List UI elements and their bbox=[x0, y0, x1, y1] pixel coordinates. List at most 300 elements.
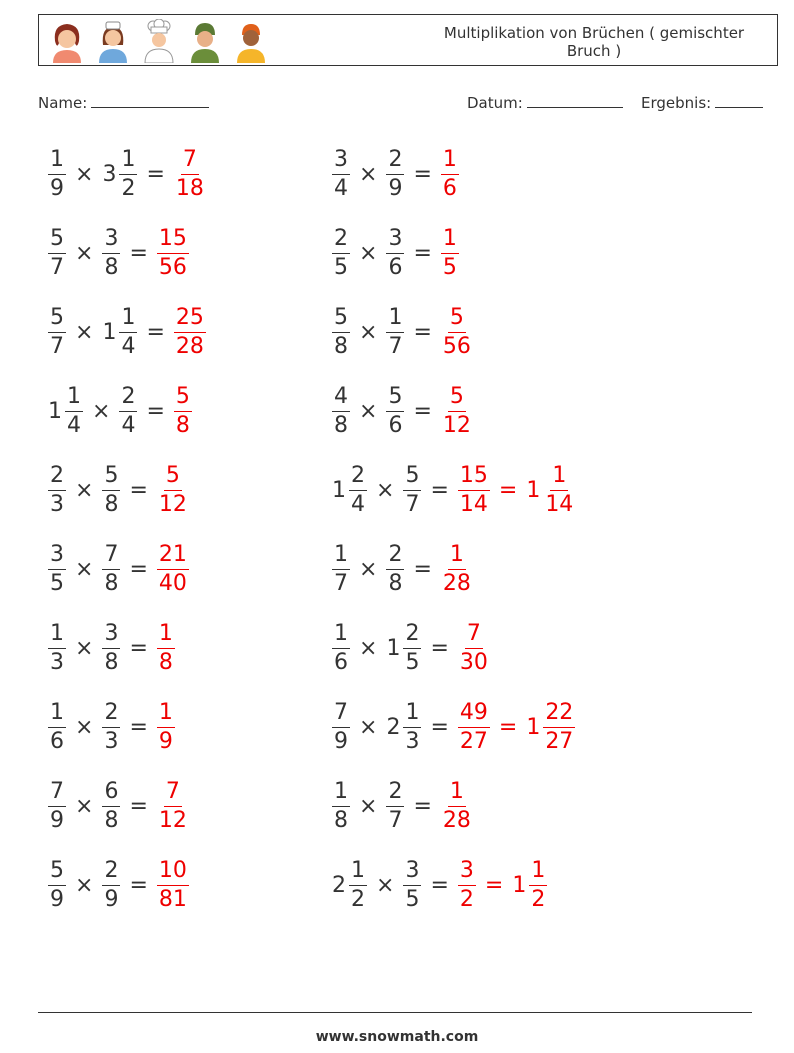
fraction bbox=[157, 857, 189, 912]
times-sign: × bbox=[75, 714, 94, 740]
denominator: 8 bbox=[104, 570, 119, 596]
denominator: 7 bbox=[50, 254, 64, 280]
fraction bbox=[441, 225, 459, 280]
fraction bbox=[386, 778, 404, 833]
second-factor bbox=[100, 857, 122, 912]
answer bbox=[155, 462, 191, 517]
fraction bbox=[48, 699, 66, 754]
problem-20 bbox=[330, 855, 549, 915]
answer-fraction bbox=[155, 225, 191, 280]
times-sign: × bbox=[376, 872, 395, 898]
denominator: 5 bbox=[442, 254, 457, 280]
numerator: 2 bbox=[403, 623, 421, 649]
denominator: 7 bbox=[50, 333, 64, 359]
numerator: 49 bbox=[458, 702, 490, 728]
fraction bbox=[174, 383, 192, 438]
numerator: 3 bbox=[102, 623, 120, 649]
times-sign: × bbox=[359, 161, 378, 187]
denominator: 6 bbox=[442, 175, 457, 201]
numerator: 10 bbox=[157, 860, 189, 886]
numerator: 1 bbox=[332, 544, 350, 570]
second-factor bbox=[401, 857, 423, 912]
fraction bbox=[48, 778, 66, 833]
times-sign: × bbox=[359, 793, 378, 819]
numerator: 5 bbox=[102, 465, 120, 491]
denominator: 8 bbox=[104, 254, 119, 280]
numerator: 2 bbox=[349, 465, 367, 491]
date-blank[interactable] bbox=[527, 93, 623, 108]
numerator: 7 bbox=[102, 544, 120, 570]
answer-fraction bbox=[155, 778, 191, 833]
footer-url: www.snowmath.com bbox=[315, 1029, 479, 1045]
fraction bbox=[458, 620, 490, 675]
equals-sign: = bbox=[498, 477, 518, 503]
numerator: 2 bbox=[386, 544, 404, 570]
denominator: 8 bbox=[104, 807, 119, 833]
numerator: 1 bbox=[119, 307, 137, 333]
equals-sign: = bbox=[430, 477, 449, 503]
answer bbox=[456, 462, 577, 517]
fraction bbox=[157, 620, 175, 675]
denominator: 3 bbox=[50, 649, 64, 675]
first-factor bbox=[330, 857, 369, 912]
numerator: 5 bbox=[48, 860, 66, 886]
times-sign: × bbox=[75, 319, 94, 345]
fraction bbox=[174, 304, 206, 359]
fraction bbox=[119, 304, 137, 359]
fraction bbox=[386, 146, 404, 201]
times-sign: × bbox=[75, 635, 94, 661]
equals-sign: = bbox=[146, 398, 165, 424]
fraction bbox=[102, 462, 120, 517]
problem-1 bbox=[46, 144, 208, 204]
denominator: 30 bbox=[459, 649, 488, 675]
answer bbox=[172, 304, 208, 359]
times-sign: × bbox=[359, 556, 378, 582]
fraction bbox=[529, 857, 547, 912]
second-factor bbox=[100, 778, 122, 833]
times-sign: × bbox=[75, 240, 94, 266]
answer-mixed-number bbox=[510, 857, 549, 912]
answer bbox=[172, 146, 208, 201]
equals-sign: = bbox=[129, 872, 148, 898]
fraction bbox=[157, 778, 189, 833]
numerator: 3 bbox=[102, 228, 120, 254]
denominator: 7 bbox=[388, 333, 403, 359]
numerator: 2 bbox=[386, 149, 404, 175]
numerator: 1 bbox=[386, 307, 404, 333]
problem-14 bbox=[330, 618, 492, 678]
first-factor bbox=[46, 225, 68, 280]
denominator: 9 bbox=[50, 175, 64, 201]
equals-sign: = bbox=[430, 872, 449, 898]
equals-sign: = bbox=[413, 398, 432, 424]
times-sign: × bbox=[359, 240, 378, 266]
denominator: 7 bbox=[334, 570, 348, 596]
date-label: Datum: bbox=[467, 94, 523, 112]
denominator: 7 bbox=[388, 807, 403, 833]
numerator: 2 bbox=[102, 860, 120, 886]
times-sign: × bbox=[376, 477, 395, 503]
denominator: 28 bbox=[175, 333, 204, 359]
whole-number: 1 bbox=[526, 477, 541, 503]
answer bbox=[439, 541, 475, 596]
denominator: 2 bbox=[459, 886, 474, 912]
man-icon bbox=[231, 19, 271, 63]
denominator: 12 bbox=[158, 807, 187, 833]
numerator: 3 bbox=[48, 544, 66, 570]
fraction bbox=[332, 225, 350, 280]
numerator: 1 bbox=[48, 702, 66, 728]
fraction bbox=[48, 620, 66, 675]
first-factor bbox=[46, 541, 68, 596]
date-field[interactable] bbox=[467, 93, 623, 112]
answer bbox=[155, 541, 191, 596]
denominator: 4 bbox=[121, 412, 136, 438]
equals-sign: = bbox=[413, 556, 432, 582]
denominator: 9 bbox=[50, 886, 64, 912]
worksheet-header bbox=[38, 14, 778, 66]
numerator: 2 bbox=[386, 781, 404, 807]
equals-sign: = bbox=[430, 635, 449, 661]
equals-sign: = bbox=[146, 161, 165, 187]
answer-fraction bbox=[155, 541, 191, 596]
numerator: 1 bbox=[529, 860, 547, 886]
first-factor bbox=[330, 462, 369, 517]
whole-number: 1 bbox=[102, 319, 117, 345]
equals-sign: = bbox=[129, 635, 148, 661]
woman-icon bbox=[47, 19, 87, 63]
equals-sign: = bbox=[129, 556, 148, 582]
denominator: 9 bbox=[334, 728, 348, 754]
second-factor bbox=[384, 699, 423, 754]
answer bbox=[155, 225, 191, 280]
numerator: 3 bbox=[386, 228, 404, 254]
numerator: 7 bbox=[48, 781, 66, 807]
second-factor bbox=[384, 146, 406, 201]
numerator: 1 bbox=[332, 781, 350, 807]
second-factor bbox=[100, 146, 139, 201]
problem-15 bbox=[46, 697, 177, 757]
denominator: 6 bbox=[334, 649, 348, 675]
times-sign: × bbox=[75, 477, 94, 503]
fraction bbox=[332, 146, 350, 201]
fraction bbox=[386, 383, 404, 438]
first-factor bbox=[46, 462, 68, 517]
numerator: 3 bbox=[332, 149, 350, 175]
first-factor bbox=[46, 778, 68, 833]
fraction bbox=[157, 699, 175, 754]
numerator: 5 bbox=[448, 307, 466, 333]
footer-divider bbox=[38, 1012, 752, 1013]
denominator: 18 bbox=[175, 175, 204, 201]
numerator: 1 bbox=[332, 623, 350, 649]
numerator: 5 bbox=[48, 228, 66, 254]
numerator: 5 bbox=[332, 307, 350, 333]
numerator: 2 bbox=[119, 386, 137, 412]
numerator: 1 bbox=[48, 623, 66, 649]
name-field[interactable] bbox=[38, 93, 209, 112]
equals-sign: = bbox=[413, 240, 432, 266]
answer bbox=[172, 383, 194, 438]
answer-fraction bbox=[172, 146, 208, 201]
fraction bbox=[102, 620, 120, 675]
numerator: 1 bbox=[65, 386, 83, 412]
fraction bbox=[332, 778, 350, 833]
whole-number: 1 bbox=[332, 477, 346, 503]
answer-fraction bbox=[155, 462, 191, 517]
answer bbox=[439, 383, 475, 438]
second-factor bbox=[100, 225, 122, 280]
result-blank[interactable] bbox=[715, 93, 763, 108]
numerator: 3 bbox=[403, 860, 421, 886]
first-factor bbox=[46, 146, 68, 201]
fraction bbox=[48, 304, 66, 359]
denominator: 12 bbox=[158, 491, 187, 517]
answer bbox=[456, 857, 549, 912]
equals-sign: = bbox=[413, 319, 432, 345]
fraction bbox=[102, 225, 120, 280]
denominator: 27 bbox=[545, 728, 574, 754]
equals-sign: = bbox=[498, 714, 518, 740]
equals-sign: = bbox=[129, 793, 148, 819]
answer-fraction bbox=[155, 620, 177, 675]
problem-3 bbox=[46, 223, 191, 283]
times-sign: × bbox=[359, 635, 378, 661]
first-factor bbox=[46, 304, 68, 359]
second-factor bbox=[100, 620, 122, 675]
numerator: 15 bbox=[157, 228, 189, 254]
numerator: 1 bbox=[119, 149, 137, 175]
second-factor bbox=[384, 383, 406, 438]
numerator: 1 bbox=[157, 702, 175, 728]
fraction bbox=[332, 383, 350, 438]
first-factor bbox=[46, 383, 85, 438]
second-factor bbox=[117, 383, 139, 438]
whole-number: 1 bbox=[526, 714, 541, 740]
denominator: 81 bbox=[158, 886, 187, 912]
times-sign: × bbox=[359, 714, 378, 740]
answer-fraction bbox=[172, 304, 208, 359]
answer-fraction bbox=[456, 462, 492, 517]
numerator: 3 bbox=[458, 860, 476, 886]
answer bbox=[155, 778, 191, 833]
problem-10 bbox=[330, 460, 577, 520]
fraction bbox=[332, 620, 350, 675]
fraction bbox=[386, 541, 404, 596]
second-factor bbox=[100, 699, 122, 754]
fraction bbox=[441, 778, 473, 833]
fraction bbox=[174, 146, 206, 201]
answer-fraction bbox=[456, 857, 478, 912]
chef-icon bbox=[139, 19, 179, 63]
result-field[interactable] bbox=[641, 93, 763, 112]
denominator: 28 bbox=[442, 570, 471, 596]
times-sign: × bbox=[75, 872, 94, 898]
second-factor bbox=[100, 541, 122, 596]
denominator: 3 bbox=[104, 728, 119, 754]
numerator: 4 bbox=[332, 386, 350, 412]
problem-11 bbox=[46, 539, 191, 599]
fraction bbox=[403, 699, 421, 754]
times-sign: × bbox=[92, 398, 111, 424]
numerator: 2 bbox=[48, 465, 66, 491]
times-sign: × bbox=[75, 793, 94, 819]
whole-number: 1 bbox=[512, 872, 527, 898]
fraction bbox=[48, 225, 66, 280]
denominator: 40 bbox=[158, 570, 187, 596]
answer bbox=[439, 225, 461, 280]
second-factor bbox=[384, 541, 406, 596]
problem-18 bbox=[330, 776, 475, 836]
numerator: 15 bbox=[458, 465, 490, 491]
denominator: 27 bbox=[459, 728, 488, 754]
denominator: 3 bbox=[405, 728, 420, 754]
fraction bbox=[102, 778, 120, 833]
first-factor bbox=[330, 541, 352, 596]
equals-sign: = bbox=[430, 714, 449, 740]
answer-mixed-number bbox=[524, 699, 577, 754]
numerator: 5 bbox=[448, 386, 466, 412]
fraction bbox=[48, 146, 66, 201]
fraction bbox=[543, 699, 575, 754]
denominator: 12 bbox=[442, 412, 471, 438]
answer-fraction bbox=[439, 146, 461, 201]
first-factor bbox=[330, 383, 352, 438]
numerator: 5 bbox=[386, 386, 404, 412]
answer-mixed-number bbox=[524, 462, 577, 517]
denominator: 4 bbox=[121, 333, 136, 359]
soldier-icon bbox=[185, 19, 225, 63]
first-factor bbox=[46, 857, 68, 912]
fraction bbox=[403, 620, 421, 675]
denominator: 14 bbox=[545, 491, 574, 517]
fraction bbox=[119, 146, 137, 201]
times-sign: × bbox=[75, 161, 94, 187]
fraction bbox=[441, 146, 459, 201]
numerator: 1 bbox=[157, 623, 175, 649]
equals-sign: = bbox=[413, 793, 432, 819]
fraction bbox=[349, 462, 367, 517]
answer bbox=[155, 620, 177, 675]
denominator: 8 bbox=[104, 649, 119, 675]
fraction bbox=[441, 304, 473, 359]
numerator: 1 bbox=[403, 702, 421, 728]
fraction bbox=[48, 857, 66, 912]
answer bbox=[439, 778, 475, 833]
first-factor bbox=[330, 620, 352, 675]
problem-4 bbox=[330, 223, 461, 283]
fraction bbox=[102, 699, 120, 754]
numerator: 7 bbox=[465, 623, 483, 649]
denominator: 6 bbox=[388, 254, 403, 280]
numerator: 22 bbox=[543, 702, 575, 728]
numerator: 1 bbox=[448, 781, 466, 807]
answer bbox=[155, 699, 177, 754]
fraction bbox=[441, 541, 473, 596]
answer-fraction bbox=[439, 541, 475, 596]
fraction bbox=[441, 383, 473, 438]
numerator: 1 bbox=[441, 149, 459, 175]
fraction bbox=[386, 304, 404, 359]
denominator: 9 bbox=[50, 807, 64, 833]
answer-fraction bbox=[439, 383, 475, 438]
second-factor bbox=[384, 778, 406, 833]
fraction bbox=[458, 857, 476, 912]
denominator: 56 bbox=[158, 254, 187, 280]
first-factor bbox=[330, 699, 352, 754]
fraction bbox=[403, 462, 421, 517]
denominator: 8 bbox=[175, 412, 190, 438]
numerator: 1 bbox=[349, 860, 367, 886]
numerator: 5 bbox=[403, 465, 421, 491]
whole-number: 2 bbox=[332, 872, 346, 898]
denominator: 2 bbox=[531, 886, 546, 912]
problem-16 bbox=[330, 697, 577, 757]
whole-number: 3 bbox=[102, 161, 117, 187]
denominator: 4 bbox=[351, 491, 365, 517]
second-factor bbox=[384, 304, 406, 359]
denominator: 5 bbox=[50, 570, 64, 596]
equals-sign: = bbox=[484, 872, 504, 898]
numerator: 1 bbox=[441, 228, 459, 254]
denominator: 8 bbox=[158, 649, 173, 675]
denominator: 14 bbox=[459, 491, 488, 517]
answer bbox=[439, 304, 475, 359]
fraction bbox=[403, 857, 421, 912]
numerator: 1 bbox=[448, 544, 466, 570]
fraction bbox=[349, 857, 367, 912]
name-blank[interactable] bbox=[91, 93, 209, 108]
answer bbox=[439, 146, 461, 201]
numerator: 5 bbox=[164, 465, 182, 491]
answer-fraction bbox=[456, 699, 492, 754]
times-sign: × bbox=[359, 319, 378, 345]
fraction bbox=[119, 383, 137, 438]
problem-8 bbox=[330, 381, 475, 441]
first-factor bbox=[330, 304, 352, 359]
nurse-icon bbox=[93, 19, 133, 63]
equals-sign: = bbox=[413, 161, 432, 187]
numerator: 25 bbox=[174, 307, 206, 333]
first-factor bbox=[330, 146, 352, 201]
fraction bbox=[332, 304, 350, 359]
answer-fraction bbox=[155, 857, 191, 912]
denominator: 56 bbox=[442, 333, 471, 359]
second-factor bbox=[100, 462, 122, 517]
second-factor bbox=[384, 620, 423, 675]
denominator: 5 bbox=[405, 649, 420, 675]
denominator: 9 bbox=[158, 728, 173, 754]
denominator: 8 bbox=[334, 333, 348, 359]
fraction bbox=[65, 383, 83, 438]
denominator: 8 bbox=[334, 807, 348, 833]
denominator: 9 bbox=[104, 886, 119, 912]
numerator: 21 bbox=[157, 544, 189, 570]
denominator: 6 bbox=[50, 728, 64, 754]
fraction bbox=[48, 462, 66, 517]
answer-fraction bbox=[439, 778, 475, 833]
fraction bbox=[157, 462, 189, 517]
problem-6 bbox=[330, 302, 475, 362]
first-factor bbox=[330, 778, 352, 833]
whole-number: 2 bbox=[386, 714, 401, 740]
problem-12 bbox=[330, 539, 475, 599]
fraction bbox=[157, 225, 189, 280]
times-sign: × bbox=[75, 556, 94, 582]
numerator: 7 bbox=[164, 781, 182, 807]
fraction bbox=[543, 462, 575, 517]
